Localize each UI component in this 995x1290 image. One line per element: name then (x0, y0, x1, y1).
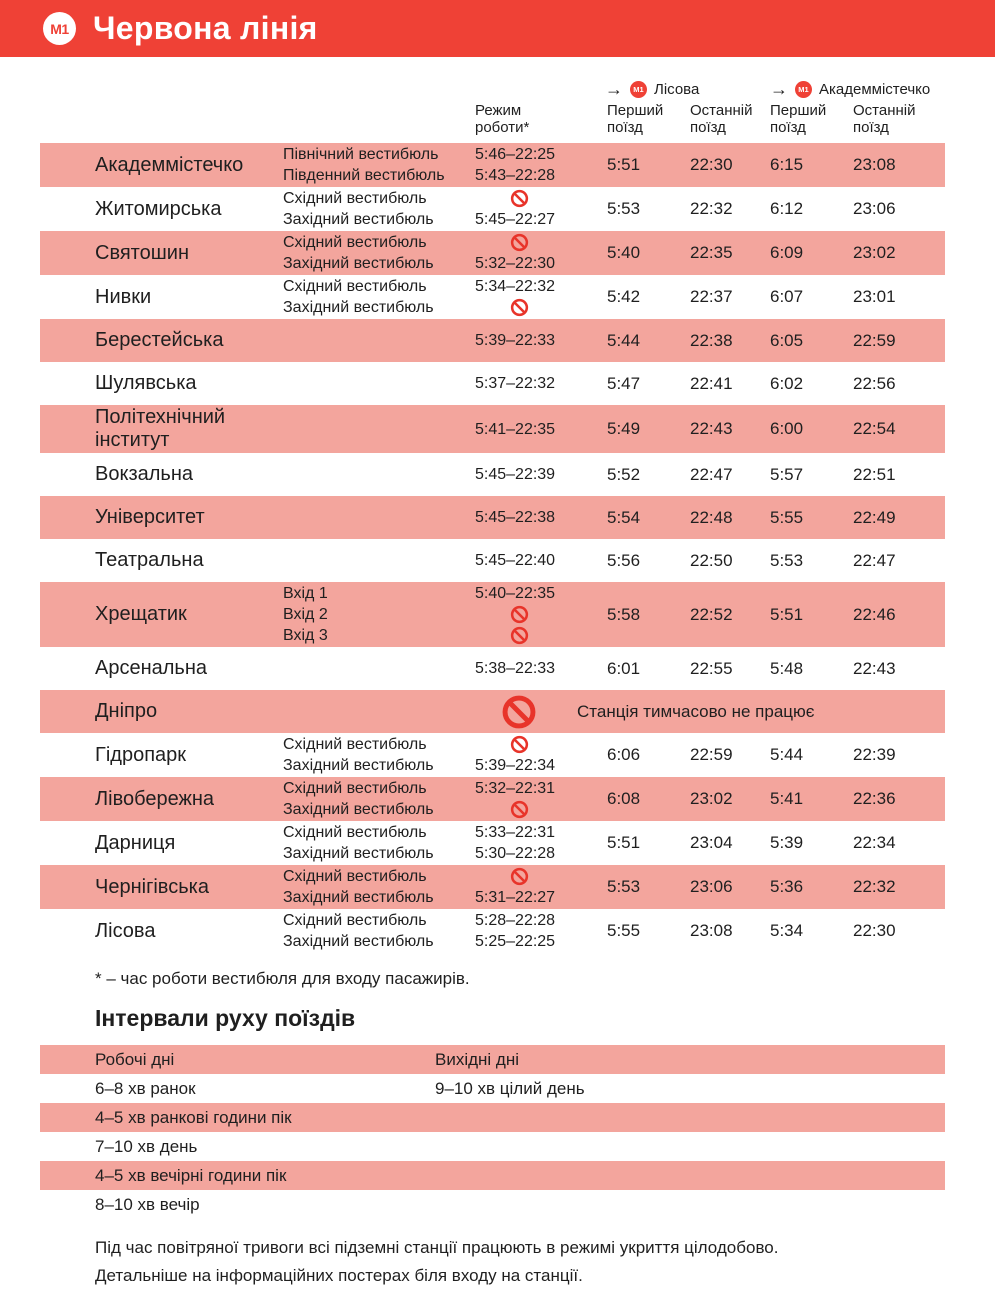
first-train-akadem: 5:55 (770, 507, 804, 527)
working-hours-value (475, 734, 563, 755)
working-hours (475, 583, 607, 646)
direction-header-lisova (605, 80, 699, 98)
footer-line-1: Під час повітряної тривоги всі підземні станції працюють в режимі укриття цілодобово. (95, 1238, 779, 1257)
closed-icon (510, 800, 529, 819)
working-hours-value: 5:45–22:38 (475, 509, 556, 526)
interval-row (40, 1161, 945, 1190)
station-name: Дарниця (95, 831, 176, 854)
first-train-lisova: 5:40 (607, 243, 641, 262)
interval-weekend-cell: 9–10 хв цілий день (435, 1078, 585, 1098)
station-name: Чернігівська (95, 875, 209, 898)
footer-note (95, 1234, 995, 1290)
station-row (40, 453, 945, 496)
station-row (40, 865, 945, 909)
interval-weekday-cell: 7–10 хв день (95, 1136, 198, 1156)
last-train-akadem: 22:54 (853, 419, 896, 438)
last-train-akadem: 22:36 (853, 789, 896, 808)
last-train-lisova: 22:32 (690, 199, 733, 218)
direction-label: Лісова (654, 80, 700, 98)
first-train-lisova: 5:53 (607, 199, 641, 218)
first-train-lisova: 5:58 (607, 604, 641, 624)
interval-row (40, 1190, 945, 1219)
last-train-akadem: 22:39 (853, 745, 896, 764)
first-train-lisova: 5:49 (607, 419, 641, 438)
first-train-lisova: 5:47 (607, 373, 641, 393)
interval-weekday-cell: 8–10 хв вечір (95, 1194, 200, 1214)
first-train-akadem: 6:12 (770, 199, 804, 218)
working-hours (475, 276, 607, 318)
vestibule-label (283, 419, 475, 440)
working-hours-value: 5:31–22:27 (475, 889, 556, 906)
working-hours (475, 550, 607, 571)
col-header-first-train-lisova: Перший поїзд (607, 102, 664, 136)
first-train-lisova: 5:42 (607, 287, 641, 306)
closed-notice-text: Станція тимчасово не працює (577, 701, 815, 721)
col-header-working-hours-line1: Режим (475, 102, 522, 119)
vestibule-label: Вхід 2 (283, 606, 328, 623)
station-row (40, 777, 945, 821)
vestibule-labels (283, 822, 475, 864)
vestibule-label: Західний вестибюль (283, 211, 434, 228)
closed-icon (510, 867, 529, 886)
first-train-akadem: 5:44 (770, 745, 804, 764)
vestibule-label: Східний вестибюль (283, 824, 427, 841)
station-row (40, 909, 945, 953)
station-row (40, 821, 945, 865)
vestibule-label: Західний вестибюль (283, 299, 434, 316)
station-name: Університет (95, 506, 205, 528)
station-row (40, 231, 945, 275)
working-hours-value (475, 232, 563, 253)
vestibule-labels (283, 419, 475, 440)
last-train-lisova: 23:02 (690, 789, 733, 808)
station-name: Дніпро (95, 700, 158, 722)
last-train-lisova: 22:41 (690, 373, 733, 393)
vestibule-labels (283, 778, 475, 820)
last-train-lisova: 22:35 (690, 243, 733, 262)
col-header-working-hours-line2: роботи* (475, 119, 530, 136)
working-hours-value: 5:43–22:28 (475, 167, 556, 184)
vestibule-label: Західний вестибюль (283, 255, 434, 272)
last-train-lisova: 23:06 (690, 877, 733, 896)
vestibule-label: Східний вестибюль (283, 912, 427, 929)
working-hours (475, 419, 607, 440)
vestibule-label: Східний вестибюль (283, 736, 427, 753)
vestibule-label: Вхід 3 (283, 627, 328, 644)
vestibule-labels (283, 658, 475, 679)
arrow-right-icon: → (770, 79, 788, 99)
vestibule-labels (283, 464, 475, 485)
closed-icon (510, 605, 529, 624)
working-hours-value: 5:40–22:35 (475, 585, 556, 602)
working-hours (475, 507, 607, 528)
first-train-akadem: 5:57 (770, 464, 804, 484)
first-train-akadem: 5:51 (770, 604, 804, 624)
vestibule-label: Західний вестибюль (283, 933, 434, 950)
direction-label: Академмістечко (819, 80, 931, 98)
vestibule-label: Західний вестибюль (283, 845, 434, 862)
working-hours-value (475, 866, 563, 887)
station-row (40, 362, 945, 405)
working-hours-value (475, 297, 563, 318)
station-name: Лісова (95, 919, 156, 942)
last-train-lisova: 23:04 (690, 833, 733, 852)
vestibule-labels (283, 866, 475, 908)
working-hours-value (475, 188, 563, 209)
working-hours-value: 5:25–22:25 (475, 933, 556, 950)
station-name: Берестейська (95, 329, 224, 351)
last-train-akadem: 22:43 (853, 658, 896, 678)
last-train-lisova: 23:08 (690, 921, 733, 940)
station-row (40, 690, 945, 733)
last-train-akadem: 22:56 (853, 373, 896, 393)
working-hours (475, 822, 607, 864)
station-name: Шулявська (95, 372, 197, 394)
col-header-last-train-lisova: Останній поїзд (690, 102, 753, 136)
vestibule-labels (283, 373, 475, 394)
first-train-lisova: 5:55 (607, 921, 641, 940)
station-name: Житомирська (95, 197, 222, 220)
last-train-akadem: 22:47 (853, 550, 896, 570)
vestibule-label: Західний вестибюль (283, 889, 434, 906)
closed-icon (510, 233, 529, 252)
vestibule-label: Вхід 1 (283, 585, 328, 602)
first-train-akadem: 5:53 (770, 550, 804, 570)
station-row (40, 539, 945, 582)
working-hours-value: 5:39–22:33 (475, 332, 556, 349)
last-train-lisova: 22:50 (690, 550, 733, 570)
schedule-table (40, 143, 945, 953)
vestibule-labels (283, 276, 475, 318)
last-train-akadem: 23:08 (853, 155, 896, 174)
last-train-akadem: 22:49 (853, 507, 896, 527)
working-hours (475, 734, 607, 776)
interval-row (40, 1132, 945, 1161)
intervals-heading: Інтервали руху поїздів (95, 1005, 356, 1031)
first-train-lisova: 6:01 (607, 658, 641, 678)
working-hours (475, 232, 607, 274)
last-train-lisova: 22:55 (690, 658, 733, 678)
working-hours (475, 910, 607, 952)
first-train-akadem: 6:09 (770, 243, 804, 262)
station-closed-notice (283, 694, 945, 730)
closed-icon (510, 626, 529, 645)
working-hours-value: 5:45–22:40 (475, 552, 556, 569)
last-train-lisova: 22:47 (690, 464, 733, 484)
working-hours (475, 188, 607, 230)
working-hours-value: 5:32–22:31 (475, 780, 556, 797)
first-train-lisova: 5:51 (607, 833, 641, 852)
first-train-akadem: 6:00 (770, 419, 804, 438)
station-name: Театральна (95, 549, 204, 571)
vestibule-labels (283, 550, 475, 571)
first-train-akadem: 5:41 (770, 789, 804, 808)
working-hours (475, 464, 607, 485)
closed-icon (510, 189, 529, 208)
vestibule-label: Східний вестибюль (283, 234, 427, 251)
last-train-akadem: 23:01 (853, 287, 896, 306)
vestibule-label (283, 507, 475, 528)
station-name: Лівобережна (95, 787, 215, 810)
working-hours (475, 778, 607, 820)
last-train-akadem: 22:59 (853, 330, 896, 350)
last-train-akadem: 22:32 (853, 877, 896, 896)
closed-icon (510, 298, 529, 317)
station-row (40, 187, 945, 231)
first-train-lisova: 5:51 (607, 155, 641, 174)
first-train-akadem: 5:34 (770, 921, 804, 940)
working-hours (475, 144, 607, 186)
station-row (40, 733, 945, 777)
vestibule-label: Західний вестибюль (283, 801, 434, 818)
working-hours-value: 5:34–22:32 (475, 278, 556, 295)
working-hours-value: 5:30–22:28 (475, 845, 556, 862)
vestibule-labels (283, 734, 475, 776)
working-hours-value: 5:39–22:34 (475, 757, 556, 774)
interval-weekday-cell: 4–5 хв вечірні години пік (95, 1165, 287, 1185)
first-train-akadem: 5:39 (770, 833, 804, 852)
col-header-working-hours (475, 102, 529, 136)
m1-badge-icon: М1 (795, 81, 812, 98)
vestibule-label: Східний вестибюль (283, 780, 427, 797)
working-hours-value (475, 625, 563, 646)
station-name: Академмістечко (95, 153, 244, 176)
interval-weekday-cell: Робочі дні (95, 1049, 175, 1069)
working-hours-value: 5:45–22:27 (475, 211, 556, 228)
first-train-akadem: 5:48 (770, 658, 804, 678)
closed-icon (501, 694, 537, 730)
interval-weekday-cell: 4–5 хв ранкові години пік (95, 1107, 292, 1127)
last-train-lisova: 22:38 (690, 330, 733, 350)
vestibule-label (283, 550, 475, 571)
col-header-first-train-akadem: Перший поїзд (770, 102, 827, 136)
vestibule-labels (283, 507, 475, 528)
station-name: Вокзальна (95, 463, 193, 485)
vestibule-labels (283, 583, 475, 646)
vestibule-labels (283, 330, 475, 351)
first-train-akadem: 6:05 (770, 330, 804, 350)
first-train-lisova: 5:56 (607, 550, 641, 570)
arrow-right-icon: → (605, 79, 623, 99)
last-train-akadem: 22:46 (853, 604, 896, 624)
station-name: Арсенальна (95, 657, 208, 679)
last-train-lisova: 22:52 (690, 604, 733, 624)
working-hours-value: 5:33–22:31 (475, 824, 556, 841)
vestibule-label: Західний вестибюль (283, 757, 434, 774)
station-name: Нивки (95, 285, 152, 308)
first-train-akadem: 6:07 (770, 287, 804, 306)
last-train-akadem: 22:34 (853, 833, 896, 852)
working-hours (475, 373, 607, 394)
interval-row (40, 1074, 945, 1103)
first-train-lisova: 5:52 (607, 464, 641, 484)
working-hours (475, 866, 607, 908)
working-hours-value: 5:45–22:39 (475, 466, 556, 483)
first-train-lisova: 5:53 (607, 877, 641, 896)
vestibule-label: Східний вестибюль (283, 868, 427, 885)
vestibule-labels (283, 910, 475, 952)
first-train-akadem: 6:02 (770, 373, 804, 393)
working-hours-value: 5:46–22:25 (475, 146, 556, 163)
working-hours (475, 330, 607, 351)
page-title: Червона лінія (93, 10, 318, 46)
working-hours-value: 5:38–22:33 (475, 660, 556, 677)
last-train-akadem: 23:06 (853, 199, 896, 218)
last-train-lisova: 22:30 (690, 155, 733, 174)
station-row (40, 275, 945, 319)
last-train-lisova: 22:59 (690, 745, 733, 764)
first-train-lisova: 6:08 (607, 789, 641, 808)
vestibule-label: Східний вестибюль (283, 278, 427, 295)
station-row (40, 319, 945, 362)
working-hours-value: 5:32–22:30 (475, 255, 556, 272)
closed-icon (510, 735, 529, 754)
last-train-akadem: 22:30 (853, 921, 896, 940)
station-row (40, 582, 945, 647)
last-train-akadem: 22:51 (853, 464, 896, 484)
last-train-lisova: 22:37 (690, 287, 733, 306)
vestibule-label: Південний вестибюль (283, 167, 445, 184)
vestibule-labels (283, 232, 475, 274)
working-hours-value (475, 799, 563, 820)
last-train-akadem: 23:02 (853, 243, 896, 262)
first-train-lisova: 5:44 (607, 330, 641, 350)
station-row (40, 496, 945, 539)
station-row (40, 143, 945, 187)
footnote: * – час роботи вестибюля для входу пасажирів. (95, 969, 470, 988)
first-train-akadem: 6:15 (770, 155, 804, 174)
interval-weekday-cell: 6–8 хв ранок (95, 1078, 196, 1098)
station-row (40, 647, 945, 690)
first-train-lisova: 6:06 (607, 745, 641, 764)
first-train-akadem: 5:36 (770, 877, 804, 896)
intervals-table (40, 1045, 945, 1219)
working-hours-value: 5:37–22:32 (475, 375, 556, 392)
first-train-lisova: 5:54 (607, 507, 641, 527)
vestibule-label (283, 464, 475, 485)
station-name: Святошин (95, 241, 189, 264)
working-hours-value: 5:41–22:35 (475, 420, 556, 438)
m1-line-badge-icon: М1 (43, 12, 76, 45)
table-column-headers (0, 57, 995, 143)
direction-header-akademmistechko (770, 80, 930, 98)
station-name: Хрещатик (95, 603, 187, 625)
station-row (40, 405, 945, 453)
working-hours (475, 658, 607, 679)
vestibule-label (283, 330, 475, 351)
footer-line-2: Детальніше на інформаційних постерах біля входу на станції. (95, 1266, 583, 1285)
station-name: Політехнічний інститут (95, 406, 226, 451)
working-hours-value (475, 604, 563, 625)
station-name: Гідропарк (95, 743, 187, 766)
col-header-last-train-akadem: Останній поїзд (853, 102, 916, 136)
last-train-lisova: 22:48 (690, 507, 733, 527)
vestibule-label: Північний вестибюль (283, 146, 439, 163)
vestibule-label: Східний вестибюль (283, 190, 427, 207)
interval-row (40, 1103, 945, 1132)
vestibule-label (283, 658, 475, 679)
vestibule-labels (283, 144, 475, 186)
interval-weekend-cell: Вихідні дні (435, 1049, 520, 1069)
vestibule-labels (283, 188, 475, 230)
line-header (0, 0, 995, 57)
working-hours-value: 5:28–22:28 (475, 912, 556, 929)
m1-badge-icon: М1 (630, 81, 647, 98)
interval-row (40, 1045, 945, 1074)
last-train-lisova: 22:43 (690, 419, 733, 438)
vestibule-label (283, 373, 475, 394)
